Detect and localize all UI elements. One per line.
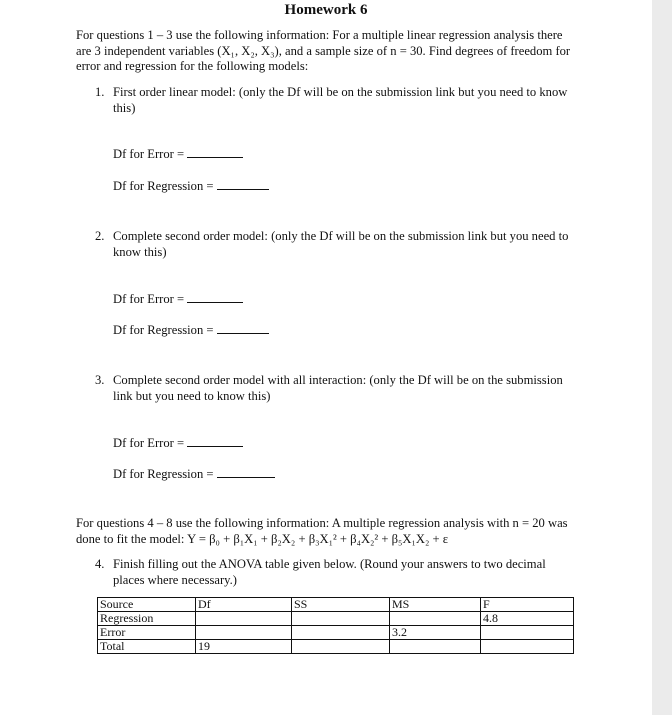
answer-blank[interactable] — [187, 436, 243, 447]
table-cell: Total — [98, 640, 196, 654]
df-regression-label: Df for Regression = — [113, 323, 217, 337]
table-cell: Regression — [98, 612, 196, 626]
question-text: First order linear model: (only the Df will be on the submission link but you need to know this) — [113, 85, 568, 115]
header-cell: SS — [292, 598, 390, 612]
df-error-label: Df for Error = — [113, 147, 188, 161]
table-cell[interactable] — [390, 640, 481, 654]
header-cell: Df — [196, 598, 292, 612]
table-row — [98, 612, 574, 626]
df-error-label: Df for Error = — [113, 436, 188, 450]
df-error-3 — [113, 436, 243, 451]
table-cell: 19 — [196, 640, 292, 654]
df-error-1 — [113, 147, 243, 162]
intro-paragraph-2: For questions 4 – 8 use the following information: A multiple regression analysis with n = 20 was done to fit the model: Y = β₀ + β₁X₁ + β₂X₂ + β₃X₁² + β₄X₂² + β₅X₁X₂ + ε — [76, 516, 568, 546]
table-cell[interactable] — [292, 626, 390, 640]
question-number: 1. — [95, 85, 105, 99]
table-header-row — [98, 598, 574, 612]
df-regression-2 — [113, 323, 269, 338]
df-error-label: Df for Error = — [113, 292, 188, 306]
question-number: 4. — [95, 557, 105, 571]
answer-blank[interactable] — [217, 179, 269, 190]
answer-blank[interactable] — [187, 292, 243, 303]
table-row — [98, 626, 574, 640]
question-4 — [95, 557, 575, 588]
question-3 — [95, 373, 575, 404]
table-cell[interactable] — [292, 640, 390, 654]
answer-blank[interactable] — [217, 467, 275, 478]
header-cell: F — [481, 598, 574, 612]
page-title: Homework 6 — [284, 2, 368, 18]
table-cell[interactable] — [390, 612, 481, 626]
df-regression-3 — [113, 467, 275, 482]
question-number: 3. — [95, 373, 105, 387]
header-cell: Source — [98, 598, 196, 612]
question-text: Finish filling out the ANOVA table given below. (Round your answers to two decimal places where necessary.) — [113, 557, 546, 587]
question-text: Complete second order model with all interaction: (only the Df will be on the submission link but you need to know this) — [113, 373, 563, 403]
table-cell[interactable] — [481, 626, 574, 640]
table-cell[interactable] — [196, 626, 292, 640]
df-error-2 — [113, 292, 243, 307]
answer-blank[interactable] — [217, 323, 269, 334]
table-cell: 4.8 — [481, 612, 574, 626]
table-row — [98, 640, 574, 654]
df-regression-label: Df for Regression = — [113, 179, 217, 193]
question-number: 2. — [95, 229, 105, 243]
header-cell: MS — [390, 598, 481, 612]
df-regression-label: Df for Regression = — [113, 467, 217, 481]
answer-blank[interactable] — [187, 147, 243, 158]
table-cell: 3.2 — [390, 626, 481, 640]
anova-table — [97, 597, 574, 654]
table-cell[interactable] — [481, 640, 574, 654]
df-regression-1 — [113, 179, 269, 194]
question-1 — [95, 85, 575, 116]
question-text: Complete second order model: (only the Df will be on the submission link but you need to know this) — [113, 229, 569, 259]
scrollbar[interactable] — [652, 0, 672, 715]
intro-paragraph-1: For questions 1 – 3 use the following information: For a multiple linear regression analysis there are 3 independent variables (X₁, X₂, X₃), and a sample size of n = 30. Find degrees of freedom for error and regression for the following models: — [76, 28, 571, 73]
question-2 — [95, 229, 575, 260]
table-cell[interactable] — [196, 612, 292, 626]
table-cell[interactable] — [292, 612, 390, 626]
table-cell: Error — [98, 626, 196, 640]
